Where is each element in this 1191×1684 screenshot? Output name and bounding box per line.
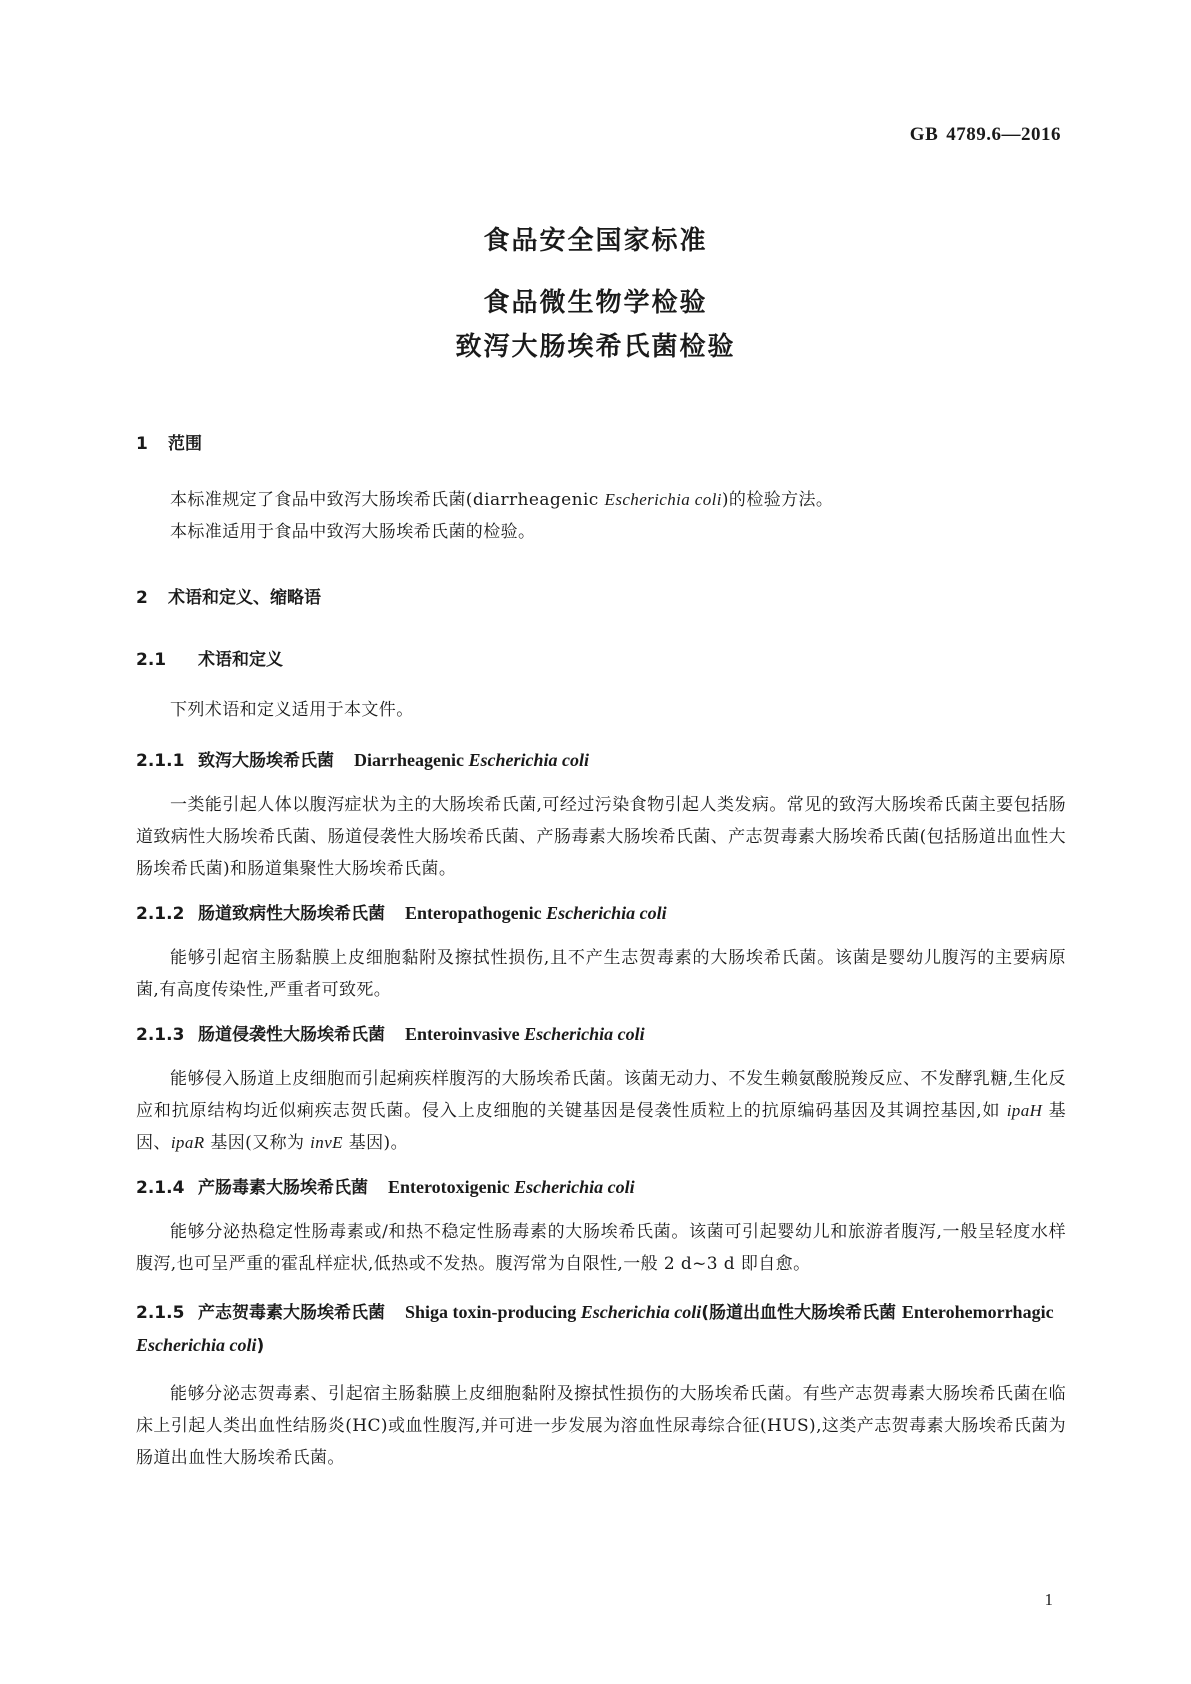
section-1-paragraph-2: 本标准适用于食品中致泻大肠埃希氏菌的检验。: [170, 522, 536, 542]
term-en-prefix: Diarrheagenic: [354, 750, 469, 770]
gene-name: ipaR: [170, 1133, 205, 1152]
section-1-paragraph-1: [136, 484, 1066, 516]
term-number: 2.1.1: [136, 751, 185, 771]
term-alt-close: ): [256, 1336, 265, 1356]
title-line-3: 致泻大肠埃希氏菌检验: [455, 332, 736, 362]
term-en: [405, 1024, 645, 1044]
term-2-1-1-heading: [136, 748, 1066, 773]
standard-code: GB: [909, 124, 939, 145]
term-en-prefix: Enterotoxigenic: [388, 1177, 515, 1197]
section-2-1-heading: [136, 648, 1066, 672]
term-en-prefix: Enteropathogenic: [405, 903, 547, 923]
term-en: [405, 903, 667, 923]
title-line-2: 食品微生物学检验: [483, 288, 708, 318]
term-2-1-3-definition: [136, 1063, 1066, 1159]
term-alt-open: (肠道出血性大肠埃希氏菌: [701, 1303, 902, 1323]
term-number: 2.1.2: [136, 904, 185, 924]
term-2-1-1-definition: 一类能引起人体以腹泻症状为主的大肠埃希氏菌,可经过污染食物引起人类发病。常见的致泻大肠埃希氏菌主要包括肠道致病性大肠埃希氏菌、肠道侵袭性大肠埃希氏菌、产肠毒素大肠埃希氏菌、产志贺毒素大肠埃希氏菌(包括肠道出血性大肠埃希氏菌)和肠道集聚性大肠埃希氏菌。: [136, 795, 1066, 879]
gene-name: ipaH: [1006, 1101, 1043, 1120]
section-title: 范围: [168, 434, 202, 454]
term-en: [405, 1302, 701, 1322]
term-2-1-5-definition: 能够分泌志贺毒素、引起宿主肠黏膜上皮细胞黏附及擦拭性损伤的大肠埃希氏菌。有些产志贺毒素大肠埃希氏菌在临床上引起人类出血性结肠炎(HC)或血性腹泻,并可进一步发展为溶血性尿毒综合征(HUS),这类产志贺毒素大肠埃希氏菌为肠道出血性大肠埃希氏菌。: [136, 1384, 1066, 1468]
paragraph-text: 基因)。: [342, 1133, 408, 1153]
paragraph-text: 基因(又称为: [204, 1133, 311, 1153]
term-2-1-5-heading: [136, 1296, 1066, 1362]
term-en-italic: Escherichia coli: [524, 1024, 645, 1044]
term-en-italic: Escherichia coli: [468, 750, 589, 770]
term-2-1-4-definition: 能够分泌热稳定性肠毒素或/和热不稳定性肠毒素的大肠埃希氏菌。该菌可引起婴幼儿和旅游者腹泻,一般呈轻度水样腹泻,也可呈严重的霍乱样症状,低热或不发热。腹泻常为自限性,一般 2 d~3 d 即自愈。: [136, 1222, 1066, 1274]
gene-name: invE: [310, 1133, 343, 1152]
document-title: [0, 224, 1191, 364]
term-cn: 肠道侵袭性大肠埃希氏菌: [198, 1025, 385, 1045]
standard-year: 4789.6—2016: [946, 124, 1061, 145]
term-alt-en-italic: Escherichia coli: [136, 1335, 257, 1355]
term-en-italic: Escherichia coli: [514, 1177, 635, 1197]
term-2-1-2-definition: 能够引起宿主肠黏膜上皮细胞黏附及擦拭性损伤,且不产生志贺毒素的大肠埃希氏菌。该菌是婴幼儿腹泻的主要病原菌,有高度传染性,严重者可致死。: [136, 948, 1066, 1000]
paragraph-text: 本标准规定了食品中致泻大肠埃希氏菌(diarrheagenic: [170, 490, 605, 510]
italic-term: Escherichia coli: [604, 490, 722, 509]
term-number: 2.1.3: [136, 1025, 185, 1045]
term-2-1-3-heading: [136, 1022, 1066, 1047]
term-en: [388, 1177, 635, 1197]
section-number: 2: [136, 588, 148, 608]
term-cn: 产肠毒素大肠埃希氏菌: [198, 1178, 368, 1198]
section-title: 术语和定义: [198, 650, 283, 670]
term-cn: 致泻大肠埃希氏菌: [198, 751, 334, 771]
paragraph-text: 能够侵入肠道上皮细胞而引起痢疾样腹泻的大肠埃希氏菌。该菌无动力、不发生赖氨酸脱羧反应、不发酵乳糖,生化反应和抗原结构均近似痢疾志贺氏菌。侵入上皮细胞的关键基因是侵袭性质粒上的抗原编码基因及其调控基因,如: [136, 1069, 1066, 1121]
term-2-1-2-heading: [136, 901, 1066, 926]
page-number: 1: [1044, 1590, 1053, 1609]
paragraph-text: )的检验方法。: [721, 490, 834, 510]
paragraph-text: 基因、: [136, 1101, 1066, 1153]
title-line-1: 食品安全国家标准: [483, 226, 708, 256]
standard-number: [910, 124, 1061, 146]
section-title: 术语和定义、缩略语: [168, 588, 321, 608]
section-number: 1: [136, 434, 148, 454]
term-alt-en-prefix: Enterohemorrhagic: [901, 1302, 1054, 1322]
term-en: [354, 750, 589, 770]
term-number: 2.1.5: [136, 1303, 185, 1323]
term-cn: 肠道致病性大肠埃希氏菌: [198, 904, 385, 924]
section-number: 2.1: [136, 650, 167, 670]
term-en-prefix: Shiga toxin-producing: [405, 1302, 581, 1322]
document-body: [136, 432, 1066, 1474]
section-1-heading: [136, 432, 1066, 456]
term-en-italic: Escherichia coli: [546, 903, 667, 923]
term-en-prefix: Enteroinvasive: [405, 1024, 525, 1044]
section-2-heading: [136, 586, 1066, 610]
term-cn: 产志贺毒素大肠埃希氏菌: [198, 1303, 385, 1323]
term-en-italic: Escherichia coli: [580, 1302, 702, 1322]
section-2-1-intro: 下列术语和定义适用于本文件。: [170, 700, 414, 720]
term-number: 2.1.4: [136, 1178, 185, 1198]
term-2-1-4-heading: [136, 1175, 1066, 1200]
